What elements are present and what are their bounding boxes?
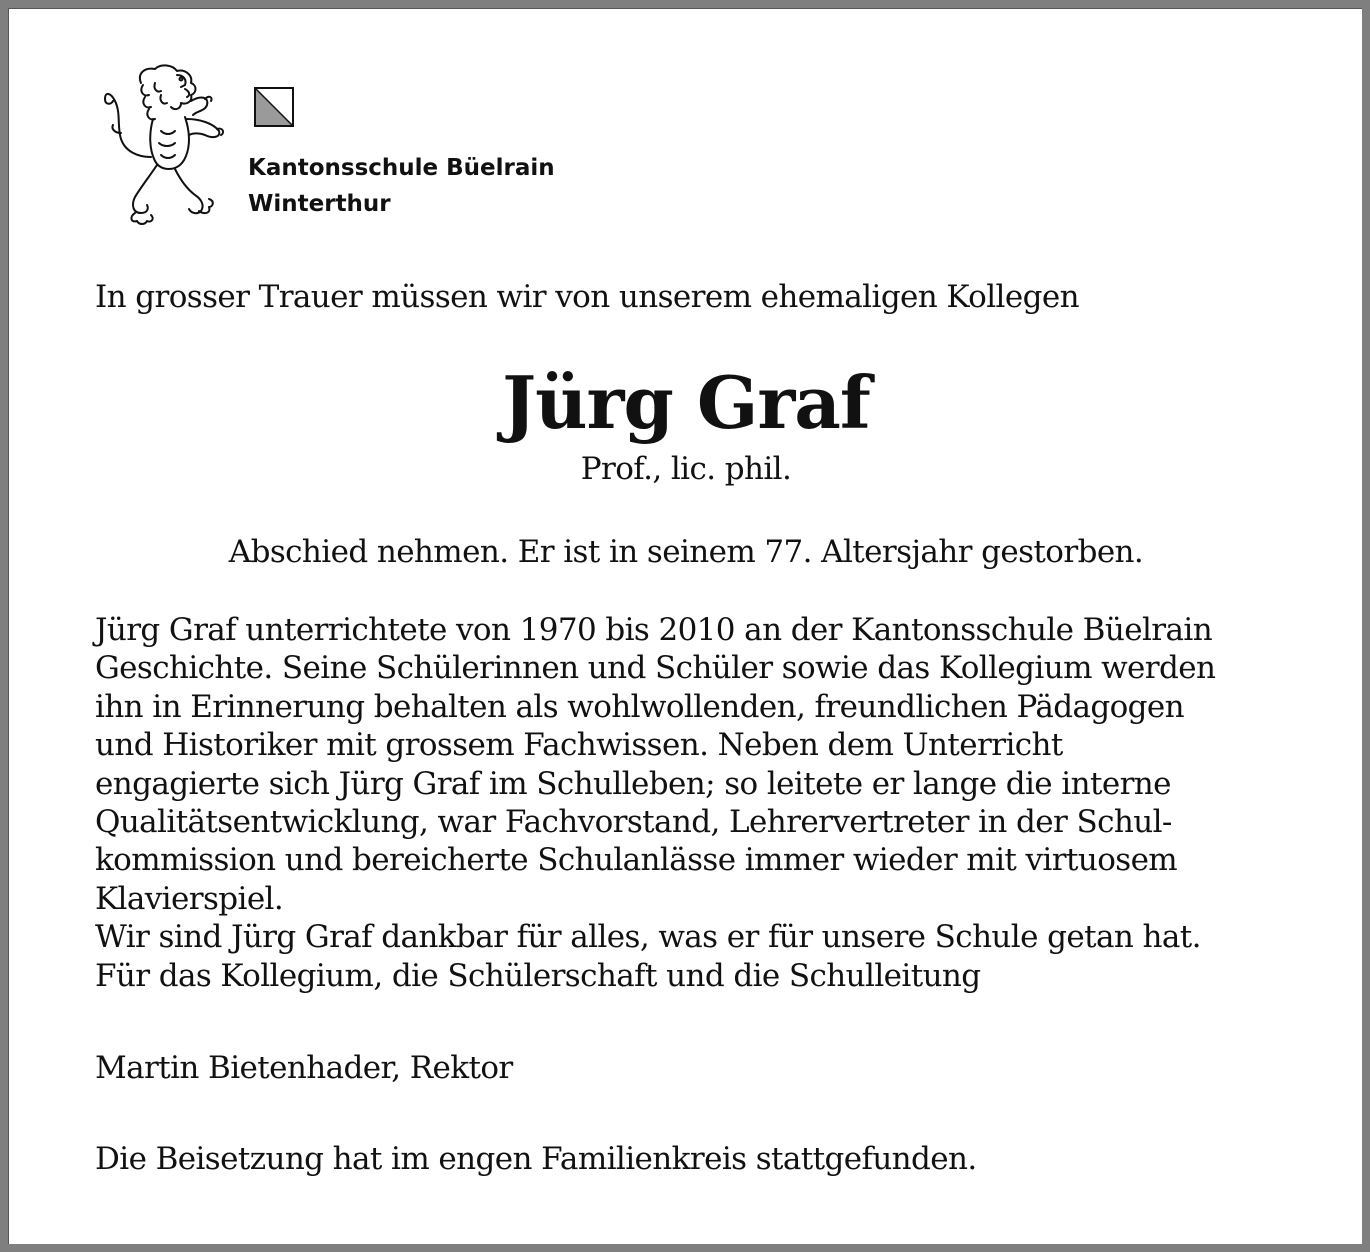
- body-line: engagierte sich Jürg Graf im Schulleben; so leitete er lange die interne: [95, 765, 1171, 802]
- body-line: und Historiker mit grossem Fachwissen. Neben dem Unterricht: [95, 727, 1063, 764]
- body-line: kommission und bereicherte Schulanlässe immer wieder mit virtuosem: [95, 842, 1178, 879]
- body-line: Wir sind Jürg Graf dankbar für alles, was er für unsere Schule getan hat.: [95, 919, 1201, 956]
- burial-note: Die Beisetzung hat im engen Familienkreis stattgefunden.: [95, 1141, 977, 1177]
- zurich-lion-icon: [101, 61, 231, 229]
- intro-text: In grosser Trauer müssen wir von unserem ehemaligen Kollegen: [95, 279, 1079, 315]
- school-name-line2: Winterthur: [248, 191, 391, 217]
- zurich-canton-flag-icon: [254, 87, 294, 127]
- body-line: Qualitätsentwicklung, war Fachvorstand, Lehrervertreter in der Schul-: [95, 804, 1172, 841]
- body-line: Geschichte. Seine Schülerinnen und Schüler sowie das Kollegium werden: [95, 650, 1216, 687]
- signer: Martin Bietenhader, Rektor: [95, 1050, 513, 1086]
- school-name: [248, 150, 555, 222]
- academic-title: Prof., lic. phil.: [580, 451, 792, 487]
- obituary-body: [95, 611, 1215, 995]
- body-line: Klavierspiel.: [95, 880, 284, 917]
- body-line: ihn in Erinnerung behalten als wohlwollenden, freundlichen Pädagogen: [95, 688, 1185, 725]
- body-line: Jürg Graf unterrichtete von 1970 bis 2010 an der Kantonsschule Büelrain: [95, 612, 1213, 648]
- obituary-page: [8, 8, 1362, 1244]
- deceased-name: Jürg Graf: [502, 360, 870, 445]
- body-line: Für das Kollegium, die Schülerschaft und die Schulleitung: [95, 957, 981, 994]
- school-name-line1: Kantonsschule Büelrain: [248, 155, 555, 181]
- farewell-text: Abschied nehmen. Er ist in seinem 77. Altersjahr gestorben.: [228, 534, 1144, 570]
